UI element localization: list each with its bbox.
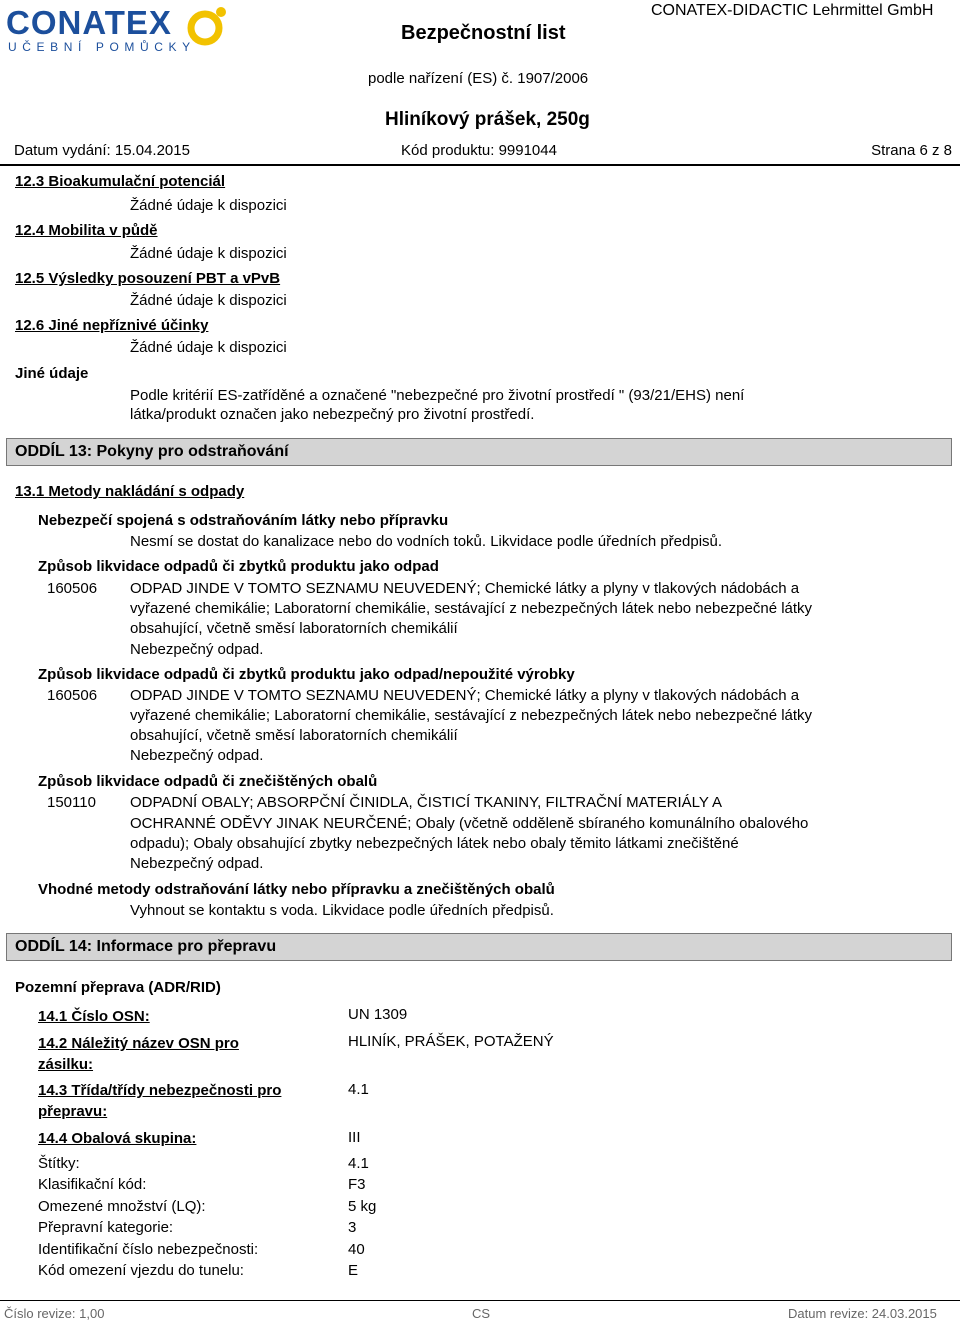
unused-waste-code: 160506 bbox=[47, 687, 98, 704]
subsection-12-4-text: Žádné údaje k dispozici bbox=[130, 245, 287, 262]
transport-row-value: 5 kg bbox=[348, 1198, 377, 1215]
transport-row-value: E bbox=[348, 1262, 359, 1279]
packaging-disposal-title: Způsob likvidace odpadů či znečištěných obalů bbox=[38, 773, 378, 790]
revision-date: Datum revize: 24.03.2015 bbox=[788, 1306, 937, 1321]
hazard-title: Nebezpečí spojená s odstraňováním látky nebo přípravku bbox=[38, 512, 449, 529]
hazard-class-label-line-1: 14.3 Třída/třídy nebezpečnosti pro bbox=[38, 1082, 282, 1099]
other-info-line-2: látka/produkt označen jako nebezpečný pro životní prostředí. bbox=[130, 406, 535, 423]
company-logo bbox=[6, 4, 234, 54]
subsection-12-4-title: 12.4 Mobilita v půdě bbox=[15, 222, 158, 239]
revision-number: Číslo revize: 1,00 bbox=[4, 1306, 105, 1321]
unused-disposal-title: Způsob likvidace odpadů či zbytků produktu jako odpad/nepoužité výrobky bbox=[38, 666, 575, 683]
un-number-label: 14.1 Číslo OSN: bbox=[38, 1008, 150, 1025]
waste-disposal-title: Způsob likvidace odpadů či zbytků produktu jako odpad bbox=[38, 558, 439, 575]
unused-description-line-3: obsahující, včetně směsí laboratorních chemikálií bbox=[130, 727, 458, 744]
subsection-12-3-text: Žádné údaje k dispozici bbox=[130, 197, 287, 214]
subsection-12-6-text: Žádné údaje k dispozici bbox=[130, 339, 287, 356]
language-code: CS bbox=[472, 1306, 491, 1321]
waste-description-line-3: obsahující, včetně směsí laboratorních chemikálií bbox=[130, 620, 458, 637]
packaging-description-line-2: OCHRANNÉ ODĚVY JINAK NEURČENÉ; Obaly (včetně odděleně sbíraného komunálního obalového bbox=[130, 815, 809, 832]
section-14-header: ODDÍL 14: Informace pro přepravu bbox=[6, 933, 952, 961]
other-info-line-1: Podle kritérií ES-zatříděné a označené "nebezpečné pro životní prostředí " (93/21/EHS) není bbox=[130, 387, 745, 404]
packaging-description-line-3: odpadu); Obaly obsahující zbytky nebezpečných látek nebo obaly těmito látkami znečištěné bbox=[130, 835, 739, 852]
regulation-reference: podle nařízení (ES) č. 1907/2006 bbox=[368, 70, 589, 87]
shipping-name-label-line-1: 14.2 Náležitý název OSN pro bbox=[38, 1035, 239, 1052]
product-name: Hliníkový prášek, 250g bbox=[385, 109, 590, 130]
waste-description-line-1: ODPAD JINDE V TOMTO SEZNAMU NEUVEDENÝ; Chemické látky a plyny v tlakových nádobách a bbox=[130, 580, 800, 597]
packaging-description-line-1: ODPADNÍ OBALY; ABSORPČNÍ ČINIDLA, ČISTICÍ TKANINY, FILTRAČNÍ MATERIÁLY A bbox=[130, 794, 722, 811]
logo-subtitle: UČEBNÍ POMŮCKY bbox=[8, 40, 196, 54]
transport-row-label: Kód omezení vjezdu do tunelu: bbox=[38, 1262, 244, 1279]
subsection-12-3-title: 12.3 Bioakumulační potenciál bbox=[15, 173, 226, 190]
transport-row-label: Štítky: bbox=[38, 1155, 80, 1172]
subsection-12-6-title: 12.6 Jiné nepříznivé účinky bbox=[15, 317, 209, 334]
header-divider bbox=[0, 164, 960, 166]
hazard-class-label-line-2: přepravu: bbox=[38, 1103, 108, 1120]
disposal-methods-title: Vhodné metody odstraňování látky nebo přípravku a znečištěných obalů bbox=[38, 881, 555, 898]
page-number: Strana 6 z 8 bbox=[871, 142, 952, 159]
unused-description-line-4: Nebezpečný odpad. bbox=[130, 747, 264, 764]
transport-row-label: Klasifikační kód: bbox=[38, 1176, 147, 1193]
transport-row-value: 4.1 bbox=[348, 1155, 369, 1172]
packaging-waste-code: 150110 bbox=[47, 794, 96, 811]
document-title: Bezpečnostní list bbox=[401, 22, 566, 44]
subsection-12-5-text: Žádné údaje k dispozici bbox=[130, 292, 287, 309]
unused-description-line-2: vyřazené chemikálie; Laboratorní chemikálie, sestávající z nebezpečných látek nebo nebezpečné látky bbox=[130, 707, 813, 724]
company-name: CONATEX-DIDACTIC Lehrmittel GmbH bbox=[651, 2, 934, 19]
waste-code: 160506 bbox=[47, 580, 98, 597]
transport-row-value: 40 bbox=[348, 1241, 365, 1258]
packing-group-label: 14.4 Obalová skupina: bbox=[38, 1130, 197, 1147]
hazard-text: Nesmí se dostat do kanalizace nebo do vodních toků. Likvidace podle úředních předpisů. bbox=[130, 533, 723, 550]
subsection-13-1-title: 13.1 Metody nakládání s odpady bbox=[15, 483, 245, 500]
waste-description-line-4: Nebezpečný odpad. bbox=[130, 641, 264, 658]
transport-row-label: Přepravní kategorie: bbox=[38, 1219, 174, 1236]
logo-dots-icon bbox=[181, 6, 229, 50]
transport-row-value: F3 bbox=[348, 1176, 366, 1193]
packing-group-value: III bbox=[348, 1129, 361, 1146]
shipping-name-value: HLINÍK, PRÁŠEK, POTAŽENÝ bbox=[348, 1033, 554, 1050]
transport-row-label: Omezené množství (LQ): bbox=[38, 1198, 206, 1215]
other-info-label: Jiné údaje bbox=[15, 365, 89, 382]
section-13-header: ODDÍL 13: Pokyny pro odstraňování bbox=[6, 438, 952, 466]
issue-date: Datum vydání: 15.04.2015 bbox=[14, 142, 190, 159]
land-transport-title: Pozemní přeprava (ADR/RID) bbox=[15, 979, 221, 996]
transport-row-value: 3 bbox=[348, 1219, 357, 1236]
hazard-class-value: 4.1 bbox=[348, 1081, 369, 1098]
transport-row-label: Identifikační číslo nebezpečnosti: bbox=[38, 1241, 259, 1258]
subsection-12-5-title: 12.5 Výsledky posouzení PBT a vPvB bbox=[15, 270, 281, 287]
un-number-value: UN 1309 bbox=[348, 1006, 408, 1023]
shipping-name-label-line-2: zásilku: bbox=[38, 1056, 94, 1073]
product-code: Kód produktu: 9991044 bbox=[401, 142, 557, 159]
logo-text: CONATEX bbox=[6, 4, 172, 41]
unused-description-line-1: ODPAD JINDE V TOMTO SEZNAMU NEUVEDENÝ; Chemické látky a plyny v tlakových nádobách a bbox=[130, 687, 800, 704]
packaging-description-line-4: Nebezpečný odpad. bbox=[130, 855, 264, 872]
disposal-methods-text: Vyhnout se kontaktu s voda. Likvidace podle úředních předpisů. bbox=[130, 902, 554, 919]
waste-description-line-2: vyřazené chemikálie; Laboratorní chemikálie, sestávající z nebezpečných látek nebo nebezpečné látky bbox=[130, 600, 813, 617]
footer-divider bbox=[0, 1300, 960, 1301]
